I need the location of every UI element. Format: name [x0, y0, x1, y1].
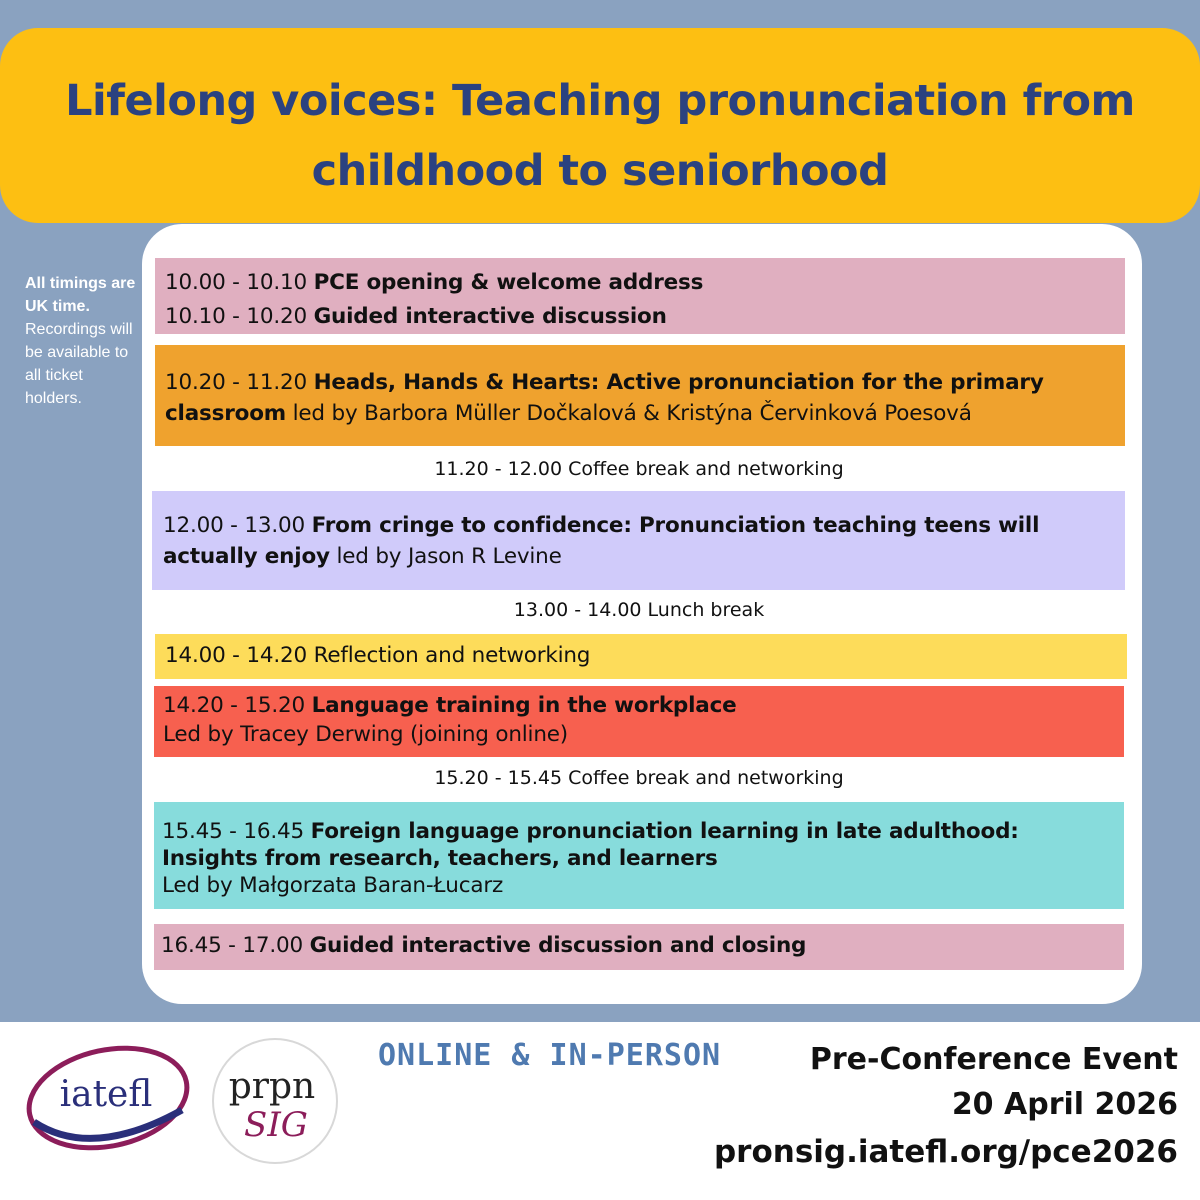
- closing-title: Guided interactive discussion and closing: [309, 933, 807, 958]
- session-4-heading: [162, 818, 1116, 845]
- session-4-title-line-1: Foreign language pronunciation learning in late adulthood:: [310, 819, 1019, 844]
- schedule-break-coffee-1: 11.20 - 12.00 Coffee break and networking: [434, 458, 844, 480]
- event-details: [370, 1038, 1178, 1176]
- event-type: Pre-Conference Event: [809, 1042, 1178, 1077]
- session-4-time: 15.45 - 16.45: [162, 819, 304, 844]
- title-banner: [0, 28, 1200, 223]
- event-url-link[interactable]: pronsig.iatefl.org/pce2026: [713, 1134, 1178, 1170]
- session-1-title: Heads, Hands & Hearts: Active pronunciation for the primary classroom: [165, 370, 1044, 426]
- schedule-item-opening: [165, 266, 1115, 300]
- schedule-item-session-1: [155, 345, 1125, 446]
- schedule-item-closing: [154, 924, 1124, 970]
- timing-note-text: Recordings will be available to all ticket holders.: [25, 321, 133, 407]
- schedule-item-reflection: [155, 634, 1127, 679]
- session-2-leader: led by Jason R Levine: [336, 544, 562, 569]
- discussion-title: Guided interactive discussion: [313, 304, 667, 329]
- session-3-title: Language training in the workplace: [311, 693, 737, 718]
- page-title-line-2: childhood to seniorhood: [311, 146, 889, 196]
- timing-note-bold: All timings are UK time.: [25, 275, 136, 315]
- session-3-time: 14.20 - 15.20: [163, 693, 305, 718]
- reflection-time: 14.00 - 14.20: [165, 643, 307, 668]
- schedule-item-session-2: [152, 491, 1125, 590]
- session-4-leader: Led by Małgorzata Baran-Łucarz: [162, 873, 504, 898]
- schedule-item-session-3: [154, 686, 1124, 757]
- event-mode-label: ONLINE & IN-PERSON: [378, 1038, 722, 1073]
- pron-sig-logo-text-top: prpn: [228, 1066, 316, 1107]
- schedule-item-discussion: [165, 300, 1115, 334]
- opening-title: PCE opening & welcome address: [313, 270, 704, 295]
- session-2-time: 12.00 - 13.00: [163, 513, 305, 538]
- reflection-title: Reflection and networking: [313, 643, 591, 668]
- pron-sig-logo: [210, 1036, 340, 1166]
- iatefl-logo-text: iatefl: [59, 1074, 153, 1115]
- session-2-title: From cringe to confidence: Pronunciation teaching teens will actually enjoy: [163, 513, 1040, 569]
- session-1-leader: led by Barbora Müller Dočkalová & Kristýna Červinková Poesová: [292, 401, 972, 426]
- schedule-item-session-4: [154, 802, 1124, 909]
- session-1-time: 10.20 - 11.20: [165, 370, 307, 395]
- iatefl-logo: [22, 1040, 192, 1154]
- schedule-opening-block: [155, 258, 1125, 334]
- session-3-heading: [163, 691, 1115, 720]
- session-4-title-line-2: Insights from research, teachers, and learners: [162, 846, 718, 871]
- timing-note: [25, 272, 140, 410]
- session-3-leader: Led by Tracey Derwing (joining online): [163, 722, 568, 747]
- page-title-line-1: Lifelong voices: Teaching pronunciation from: [65, 76, 1135, 126]
- event-date: 20 April 2026: [951, 1087, 1178, 1122]
- closing-time: 16.45 - 17.00: [161, 933, 303, 958]
- opening-time: 10.00 - 10.10: [165, 270, 307, 295]
- discussion-time: 10.10 - 10.20: [165, 304, 307, 329]
- schedule-break-lunch: 13.00 - 14.00 Lunch break: [513, 599, 765, 621]
- schedule-break-coffee-2: 15.20 - 15.45 Coffee break and networking: [434, 767, 844, 789]
- pron-sig-logo-text-bottom: SIG: [244, 1105, 308, 1145]
